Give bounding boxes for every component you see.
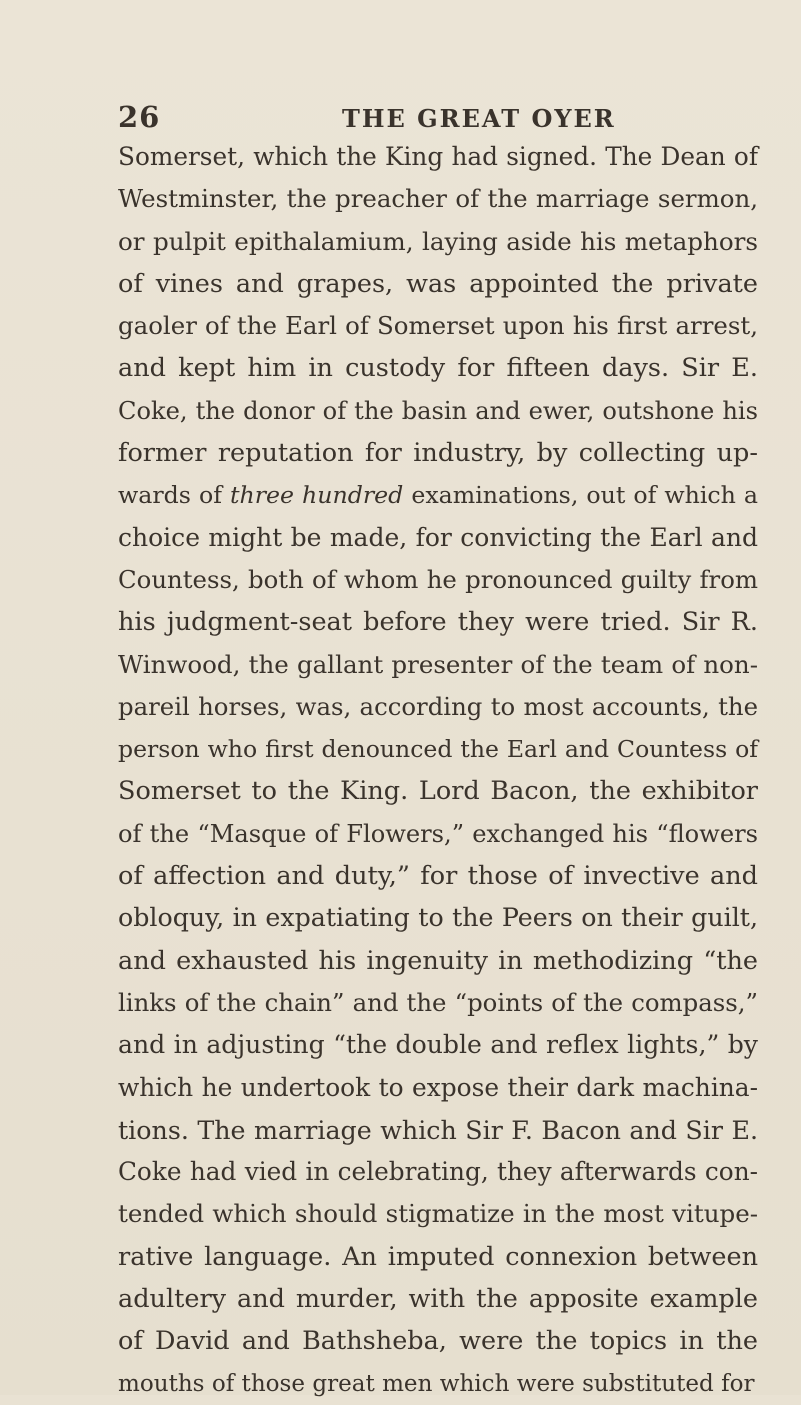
- text-line: Westminster, the preacher of the marriage sermon,: [118, 184, 758, 214]
- running-head: THE GREAT OYER: [342, 104, 616, 133]
- text-line: of affection and duty,” for those of invective and: [118, 861, 758, 892]
- text-line: his judgment-seat before they were tried. Sir R.: [118, 607, 758, 638]
- text-line: tended which should stigmatize in the most vitupe-: [118, 1199, 758, 1229]
- text-line: mouths of those great men which were substituted for: [118, 1370, 755, 1397]
- page-header: [118, 100, 778, 140]
- text-line: of the “Masque of Flowers,” exchanged his “flowers: [118, 819, 758, 848]
- text-line: of vines and grapes, was appointed the private: [118, 268, 758, 299]
- text-line: gaoler of the Earl of Somerset upon his first arrest,: [118, 311, 758, 341]
- text-line: and exhausted his ingenuity in methodizing “the: [118, 945, 758, 976]
- text-line: Coke had vied in celebrating, they afterwards con-: [118, 1157, 758, 1187]
- text-line: person who first denounced the Earl and Countess of: [118, 735, 758, 764]
- text-line: links of the chain” and the “points of the compass,”: [118, 987, 758, 1017]
- text-line: Coke, the donor of the basin and ewer, outshone his: [118, 396, 758, 425]
- text-line: and kept him in custody for fifteen days. Sir E.: [118, 353, 758, 384]
- text-line: tions. The marriage which Sir F. Bacon and Sir E.: [118, 1114, 758, 1145]
- text-line: adultery and murder, with the apposite example: [118, 1284, 758, 1315]
- text-line: obloquy, in expatiating to the Peers on their guilt,: [118, 903, 758, 933]
- text-segment: examinations, out of which a: [411, 481, 758, 510]
- text-line: Winwood, the gallant presenter of the team of non-: [118, 649, 758, 679]
- text-line: of David and Bathsheba, were the topics in the: [118, 1326, 758, 1357]
- text-line: Somerset to the King. Lord Bacon, the exhibitor: [118, 776, 758, 807]
- text-line: Countess, both of whom he pronounced guilty from: [118, 564, 758, 594]
- text-line: choice might be made, for convicting the Earl and: [118, 522, 758, 552]
- text-line: [118, 474, 758, 516]
- italic-emphasis: three hundred: [229, 481, 404, 510]
- text-line: or pulpit epithalamium, laying aside his metaphors: [118, 226, 758, 256]
- text-line: rative language. An imputed connexion between: [118, 1241, 758, 1272]
- text-line: Somerset, which the King had signed. The Dean of: [118, 142, 758, 171]
- text-line: former reputation for industry, by collecting up-: [118, 438, 758, 469]
- page-number: 26: [118, 100, 161, 134]
- text-line: and in adjusting “the double and reflex lights,” by: [118, 1030, 758, 1060]
- text-line: which he undertook to expose their dark machina-: [118, 1072, 758, 1102]
- text-segment: wards of: [118, 481, 222, 510]
- body-text: [118, 136, 758, 1405]
- text-line: pareil horses, was, according to most accounts, the: [118, 691, 758, 721]
